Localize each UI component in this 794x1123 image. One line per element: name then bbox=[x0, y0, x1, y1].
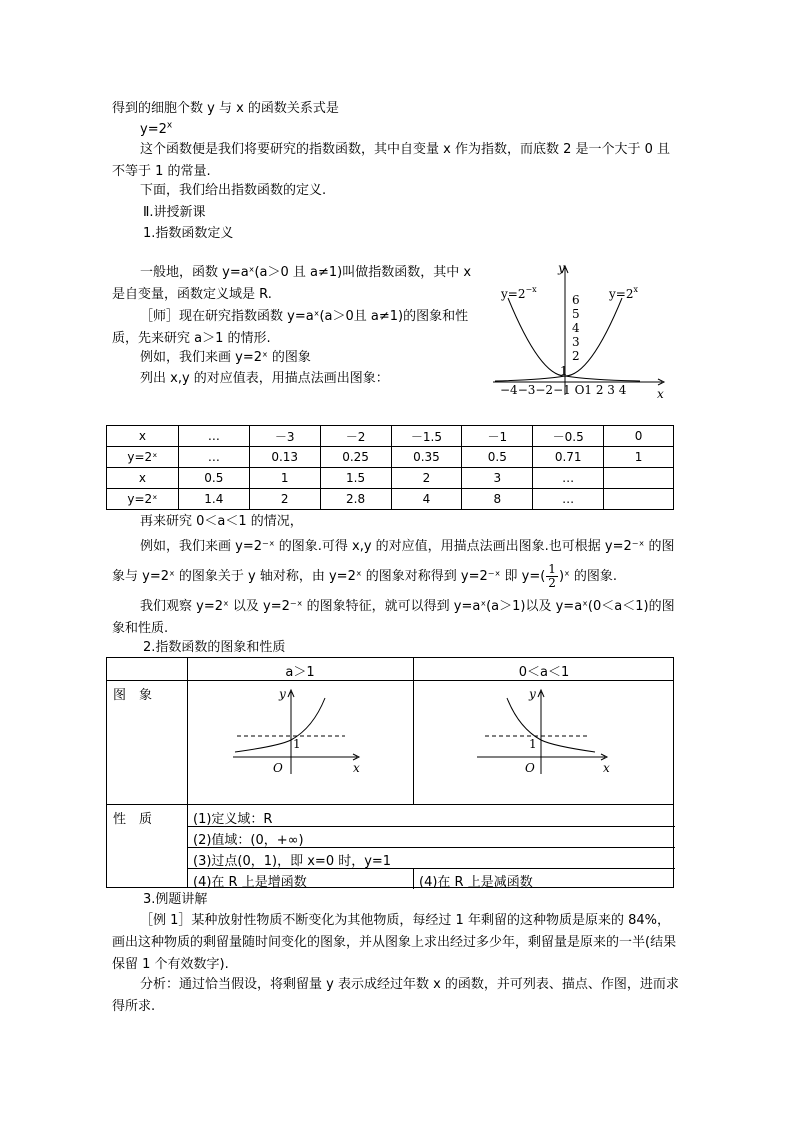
fraction-numerator: 1 bbox=[548, 562, 556, 576]
analysis-paragraph: 分析：通过恰当假设，将剩留量 y 表示成经过年数 x 的函数，并可列表、描点、作图，进而求得所求. bbox=[112, 977, 679, 1014]
table-cell: … bbox=[533, 468, 604, 489]
table-cell: 3 bbox=[462, 468, 533, 489]
table-cell: 0.71 bbox=[533, 447, 604, 468]
table-cell: … bbox=[178, 426, 249, 447]
x-axis-label: x bbox=[353, 761, 360, 775]
table-intro: 列出 x,y 的对应值表，用描点法画出图象： bbox=[140, 371, 389, 386]
table-cell: 1 bbox=[249, 468, 320, 489]
header-a-greater-1: a＞1 bbox=[285, 665, 315, 680]
y-axis-label: y bbox=[558, 261, 565, 275]
intro-transition: 下面，我们给出指数函数的定义. bbox=[140, 183, 327, 198]
table-cell: －1.5 bbox=[391, 426, 462, 447]
header-a-between-0-1: 0＜a＜1 bbox=[518, 665, 570, 680]
value-table bbox=[106, 425, 674, 510]
table-cell: 0.5 bbox=[178, 468, 249, 489]
table-cell: 0.35 bbox=[391, 447, 462, 468]
property-increasing: (4)在 R 上是增函数 bbox=[193, 875, 307, 890]
y-tick-5: 5 bbox=[572, 307, 580, 321]
curve-label-right: $y=2^x$ bbox=[609, 285, 638, 301]
formula-exponent: x bbox=[166, 120, 173, 131]
intercept-label: 1 bbox=[293, 737, 301, 751]
increasing-graph bbox=[229, 686, 369, 776]
subsection-heading-properties: 2.指数函数的图象和性质 bbox=[143, 640, 286, 655]
x-axis-label: x bbox=[603, 761, 610, 775]
x-ticks: −4−3−2−1 O1 2 3 4 bbox=[500, 383, 627, 397]
teacher-paragraph: ［师］现在研究指数函数 y=aˣ(a＞0且 a≠1)的图象和性质，先来研究 a＞1 的情形. bbox=[112, 309, 469, 346]
table-cell: x bbox=[107, 468, 179, 489]
table-cell: 2 bbox=[249, 489, 320, 510]
table-cell: 0 bbox=[604, 426, 674, 447]
subsection-heading-examples: 3.例题讲解 bbox=[143, 892, 208, 907]
y-axis-label: y bbox=[529, 687, 536, 701]
table-cell: y=2ˣ bbox=[107, 447, 179, 468]
table-cell: 1.4 bbox=[178, 489, 249, 510]
table-cell: 4 bbox=[391, 489, 462, 510]
formula-base: y=2 bbox=[140, 122, 167, 137]
symmetry-text-end: )ˣ 的图象. bbox=[558, 569, 618, 584]
property-decreasing: (4)在 R 上是减函数 bbox=[419, 875, 533, 890]
table-cell bbox=[604, 468, 674, 489]
table-cell: 2 bbox=[391, 468, 462, 489]
symmetry-text: 例如，我们来画 y=2⁻ˣ 的图象.可得 x,y 的对应值，用描点法画出图象.也可根据 y=2⁻ˣ 的图象与 y=2ˣ 的图象关于 y 轴对称，由 y=2ˣ 的图象对称得到 y=2⁻ˣ 即 y=( bbox=[112, 539, 675, 584]
y-axis-label: y bbox=[279, 687, 286, 701]
properties-table bbox=[106, 657, 674, 888]
table-row bbox=[107, 447, 674, 468]
observation-paragraph: 我们观察 y=2ˣ 以及 y=2⁻ˣ 的图象特征，就可以得到 y=aˣ(a＞1)以及 y=aˣ(0＜a＜1)的图象和性质. bbox=[112, 599, 675, 636]
fraction-one-half bbox=[546, 563, 558, 590]
table-row bbox=[107, 489, 674, 510]
table-cell: 1 bbox=[604, 447, 674, 468]
table-cell: －3 bbox=[249, 426, 320, 447]
definition-paragraph: 一般地，函数 y=aˣ(a＞0 且 a≠1)叫做指数函数，其中 x 是自变量，函数定义域是 R. bbox=[112, 265, 472, 302]
property-range: (2)值域：(0，+∞) bbox=[193, 833, 304, 848]
table-row bbox=[107, 468, 674, 489]
table-cell: y=2ˣ bbox=[107, 489, 179, 510]
table-cell: 0.5 bbox=[462, 447, 533, 468]
section-heading: Ⅱ.讲授新课 bbox=[143, 205, 206, 220]
intro-paragraph: 这个函数便是我们将要研究的指数函数，其中自变量 x 作为指数，而底数 2 是一个大于 0 且不等于 1 的常量. bbox=[112, 142, 671, 179]
table-cell: 1.5 bbox=[320, 468, 391, 489]
exponential-graph bbox=[490, 258, 680, 403]
y-tick-1: 1 bbox=[560, 364, 568, 378]
formula-y-2x bbox=[140, 119, 172, 141]
y-tick-4: 4 bbox=[572, 321, 580, 335]
table-row bbox=[107, 426, 674, 447]
table-cell: －0.5 bbox=[533, 426, 604, 447]
example-1: ［例 1］某种放射性物质不断变化为其他物质，每经过 1 年剩留的这种物质是原来的 84%，画出这种物质的剩留量随时间变化的图象，并从图象上求出经过多少年，剩留量是原来的一半(结果保留 1 个有效数字). bbox=[112, 913, 677, 972]
intro-line: 得到的细胞个数 y 与 x 的函数关系式是 bbox=[112, 101, 339, 116]
x-axis-label: x bbox=[657, 387, 664, 401]
y-tick-6: 6 bbox=[572, 293, 580, 307]
subsection-heading-definition: 1.指数函数定义 bbox=[143, 226, 234, 241]
symmetry-paragraph bbox=[112, 532, 682, 592]
table-cell: 8 bbox=[462, 489, 533, 510]
y-tick-3: 3 bbox=[572, 335, 580, 349]
table-cell: 0.25 bbox=[320, 447, 391, 468]
example-intro: 例如，我们来画 y=2ˣ 的图象 bbox=[140, 350, 311, 365]
fraction-denominator: 2 bbox=[548, 576, 556, 590]
table-cell bbox=[604, 489, 674, 510]
table-cell: －1 bbox=[462, 426, 533, 447]
origin-label: O bbox=[525, 761, 535, 775]
table-cell: x bbox=[107, 426, 179, 447]
row-label-image: 图 象 bbox=[113, 688, 153, 703]
table-cell: 2.8 bbox=[320, 489, 391, 510]
intercept-label: 1 bbox=[529, 737, 537, 751]
table-cell: … bbox=[533, 489, 604, 510]
origin-label: O bbox=[273, 761, 283, 775]
curve-label-left: $y=2^{-x}$ bbox=[501, 285, 537, 301]
table-cell: … bbox=[178, 447, 249, 468]
decreasing-graph bbox=[473, 686, 613, 776]
table-cell: －2 bbox=[320, 426, 391, 447]
y-tick-2: 2 bbox=[572, 349, 580, 363]
property-fixed-point: (3)过点(0，1)，即 x=0 时，y=1 bbox=[193, 854, 392, 869]
property-domain: (1)定义域：R bbox=[193, 812, 273, 827]
table-cell: 0.13 bbox=[249, 447, 320, 468]
case-intro: 再来研究 0＜a＜1 的情况， bbox=[140, 514, 303, 529]
row-label-properties: 性 质 bbox=[113, 812, 153, 827]
